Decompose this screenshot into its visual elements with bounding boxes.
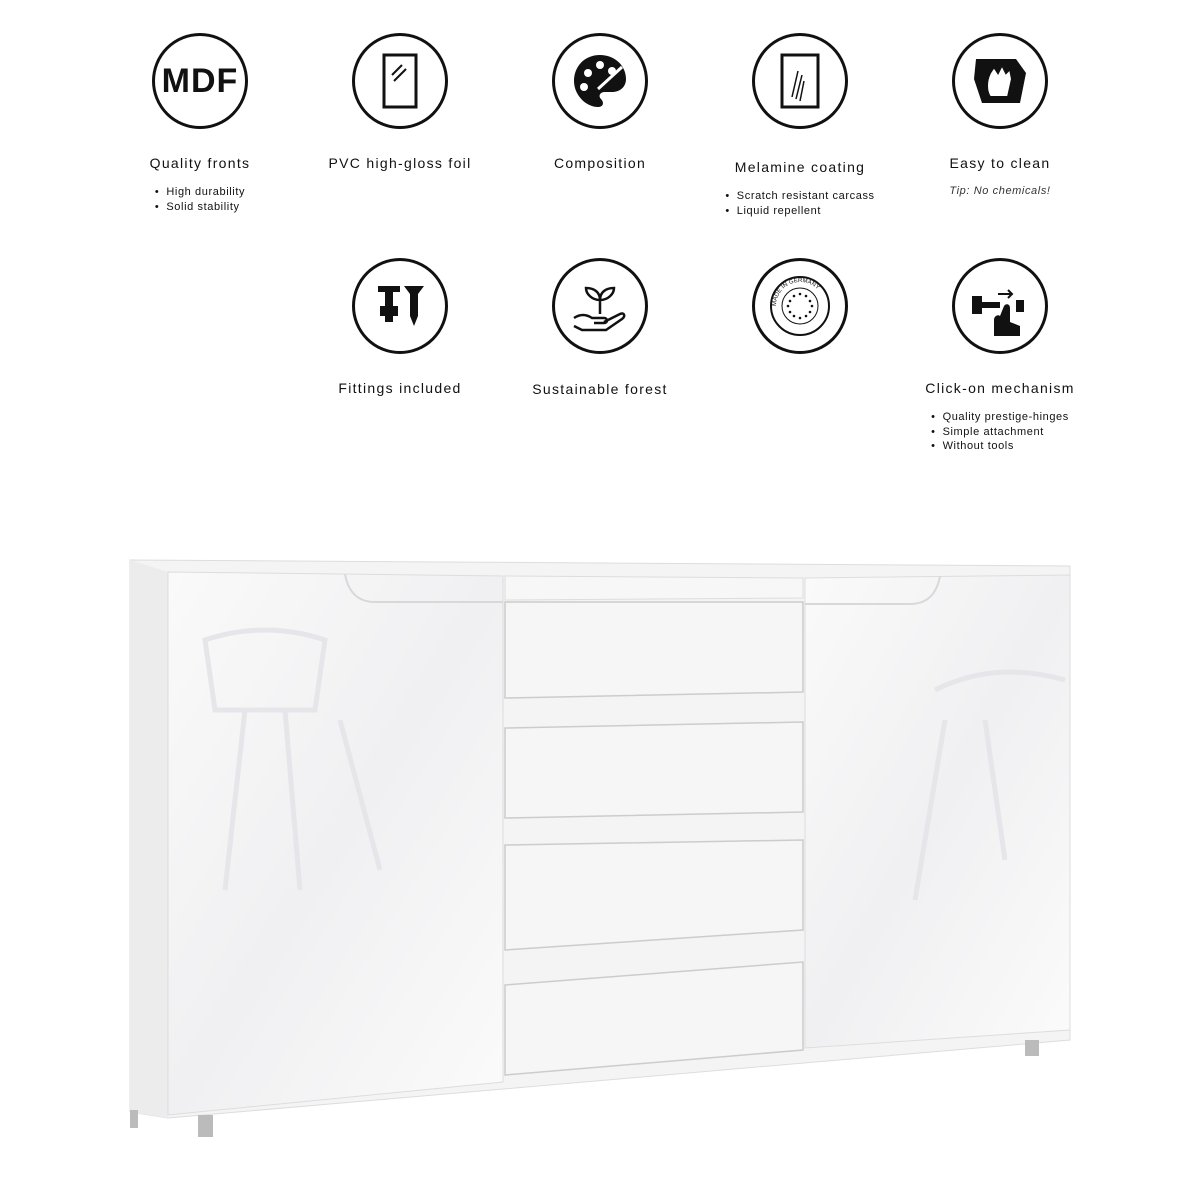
drawer-2 xyxy=(505,722,803,818)
feature-title: PVC high-gloss foil xyxy=(328,155,472,171)
drawer-1 xyxy=(505,602,803,698)
right-door xyxy=(805,575,1070,1048)
feature-tip: Tip: No chemicals! xyxy=(949,185,1051,197)
feature-title: Composition xyxy=(553,155,647,171)
seal-text: MADE IN GERMANY xyxy=(771,277,821,307)
bullet: • Scratch resistant carcass xyxy=(725,189,874,204)
mdf-icon: MDF xyxy=(152,33,248,129)
feature-title: Click-on mechanism xyxy=(925,380,1075,396)
drawer-3 xyxy=(505,840,803,950)
feature-composition xyxy=(500,33,700,171)
sideboard-image xyxy=(0,540,1200,1160)
foot xyxy=(198,1115,213,1137)
hinge-click-icon xyxy=(952,258,1048,354)
sideboard-side xyxy=(130,560,168,1118)
feature-title: Easy to clean xyxy=(949,155,1051,171)
foot xyxy=(130,1110,138,1128)
feature-click-on xyxy=(900,258,1100,454)
scratch-panel-icon xyxy=(752,33,848,129)
feature-bullets xyxy=(931,410,1069,454)
feature-quality-fronts xyxy=(100,33,300,215)
svg-text:MADE IN GERMANY xyxy=(772,278,820,306)
bullet: • Quality prestige-hinges xyxy=(931,410,1069,425)
bullet: • Solid stability xyxy=(155,200,245,215)
bullet: • Simple attachment xyxy=(931,425,1069,440)
feature-title: Fittings included xyxy=(338,380,462,396)
glossy-panel-icon xyxy=(352,33,448,129)
paint-palette-icon xyxy=(552,33,648,129)
made-in-germany-seal-icon xyxy=(752,258,848,354)
feature-bullets xyxy=(155,185,245,214)
feature-easy-clean xyxy=(900,33,1100,197)
feature-fittings xyxy=(300,258,500,396)
bullet: • Without tools xyxy=(931,439,1069,454)
left-door xyxy=(168,572,503,1115)
feature-bullets xyxy=(725,189,874,218)
fittings-icon xyxy=(352,258,448,354)
feature-melamine xyxy=(700,33,900,219)
feature-pvc-foil xyxy=(300,33,500,171)
feature-made-in-germany xyxy=(700,258,900,354)
plant-hand-icon xyxy=(552,258,648,354)
feature-title: Sustainable forest xyxy=(532,381,668,397)
cleaning-hand-icon xyxy=(952,33,1048,129)
feature-sustainable xyxy=(500,258,700,397)
foot xyxy=(1025,1040,1039,1056)
feature-title: Melamine coating xyxy=(734,159,866,175)
feature-title: Quality fronts xyxy=(149,155,251,171)
bullet: • Liquid repellent xyxy=(725,204,874,219)
bullet: • High durability xyxy=(155,185,245,200)
